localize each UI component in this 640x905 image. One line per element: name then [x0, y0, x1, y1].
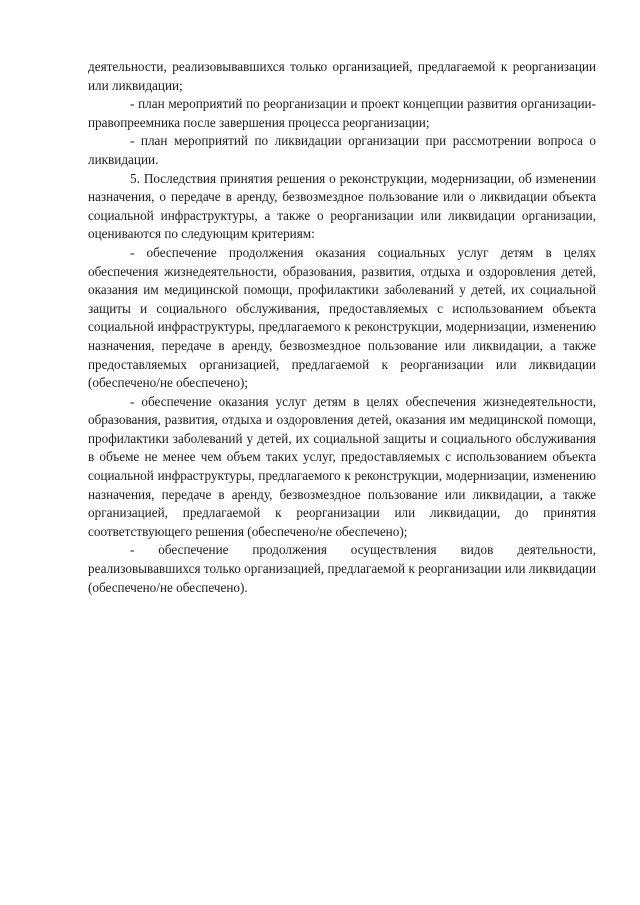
paragraph-criterion-1: - обеспечение продолжения оказания социальных услуг детям в целях обеспечения жизнедеятельности, образования, развития, отдыха и оздоровления детей, оказания им медицинской помощи, профилактики заболеваний у детей, их социальной защиты и социального обслуживания, предоставляемых с использованием объекта социальной инфраструктуры, предлагаемого к реконструкции, модернизации, изменению назначения, передаче в аренду, безвозмездное пользование или ликвидации, а также предоставляемых организацией, предлагаемой к реорганизации или ликвидации (обеспечено/не обеспечено); [88, 244, 596, 391]
paragraph-continuation: деятельности, реализовывавшихся только организацией, предлагаемой к реорганизации или ликвидации; [88, 59, 596, 93]
paragraph-criterion-3: - обеспечение продолжения осуществления видов деятельности, реализовывавшихся только организацией, предлагаемой к реорганизации или ликвидации (обеспечено/не обеспечено). [88, 542, 596, 595]
paragraph-criterion-2: - обеспечение оказания услуг детям в целях обеспечения жизнедеятельности, образования, развития, отдыха и оздоровления детей, оказания им медицинской помощи, профилактики заболеваний у детей, их социальной защиты и социального обслуживания в объеме не менее чем объем таких услуг, предоставляемых с использованием объекта социальной инфраструктуры, предлагаемого к реконструкции, модернизации, изменению назначения, передаче в аренду, безвозмездное пользование или ликвидации, а также организацией, предлагаемой к реорганизации или ликвидации, до принятия соответствующего решения (обеспечено/не обеспечено); [88, 393, 596, 539]
paragraph-reorganization-plan: - план мероприятий по реорганизации и проект концепции развития организации-правопреемника после завершения процесса реорганизации; [88, 96, 596, 130]
paragraph-liquidation-plan: - план мероприятий по ликвидации организации при рассмотрении вопроса о ликвидации. [88, 133, 596, 167]
document-page [88, 58, 596, 597]
paragraph-section-5: 5. Последствия принятия решения о реконструкции, модернизации, об изменении назначения, о передаче в аренду, безвозмездное пользование или о ликвидации объекта социальной инфраструктуры, а также о реорганизации или ликвидации организации, оцениваются по следующим критериям: [88, 170, 596, 242]
